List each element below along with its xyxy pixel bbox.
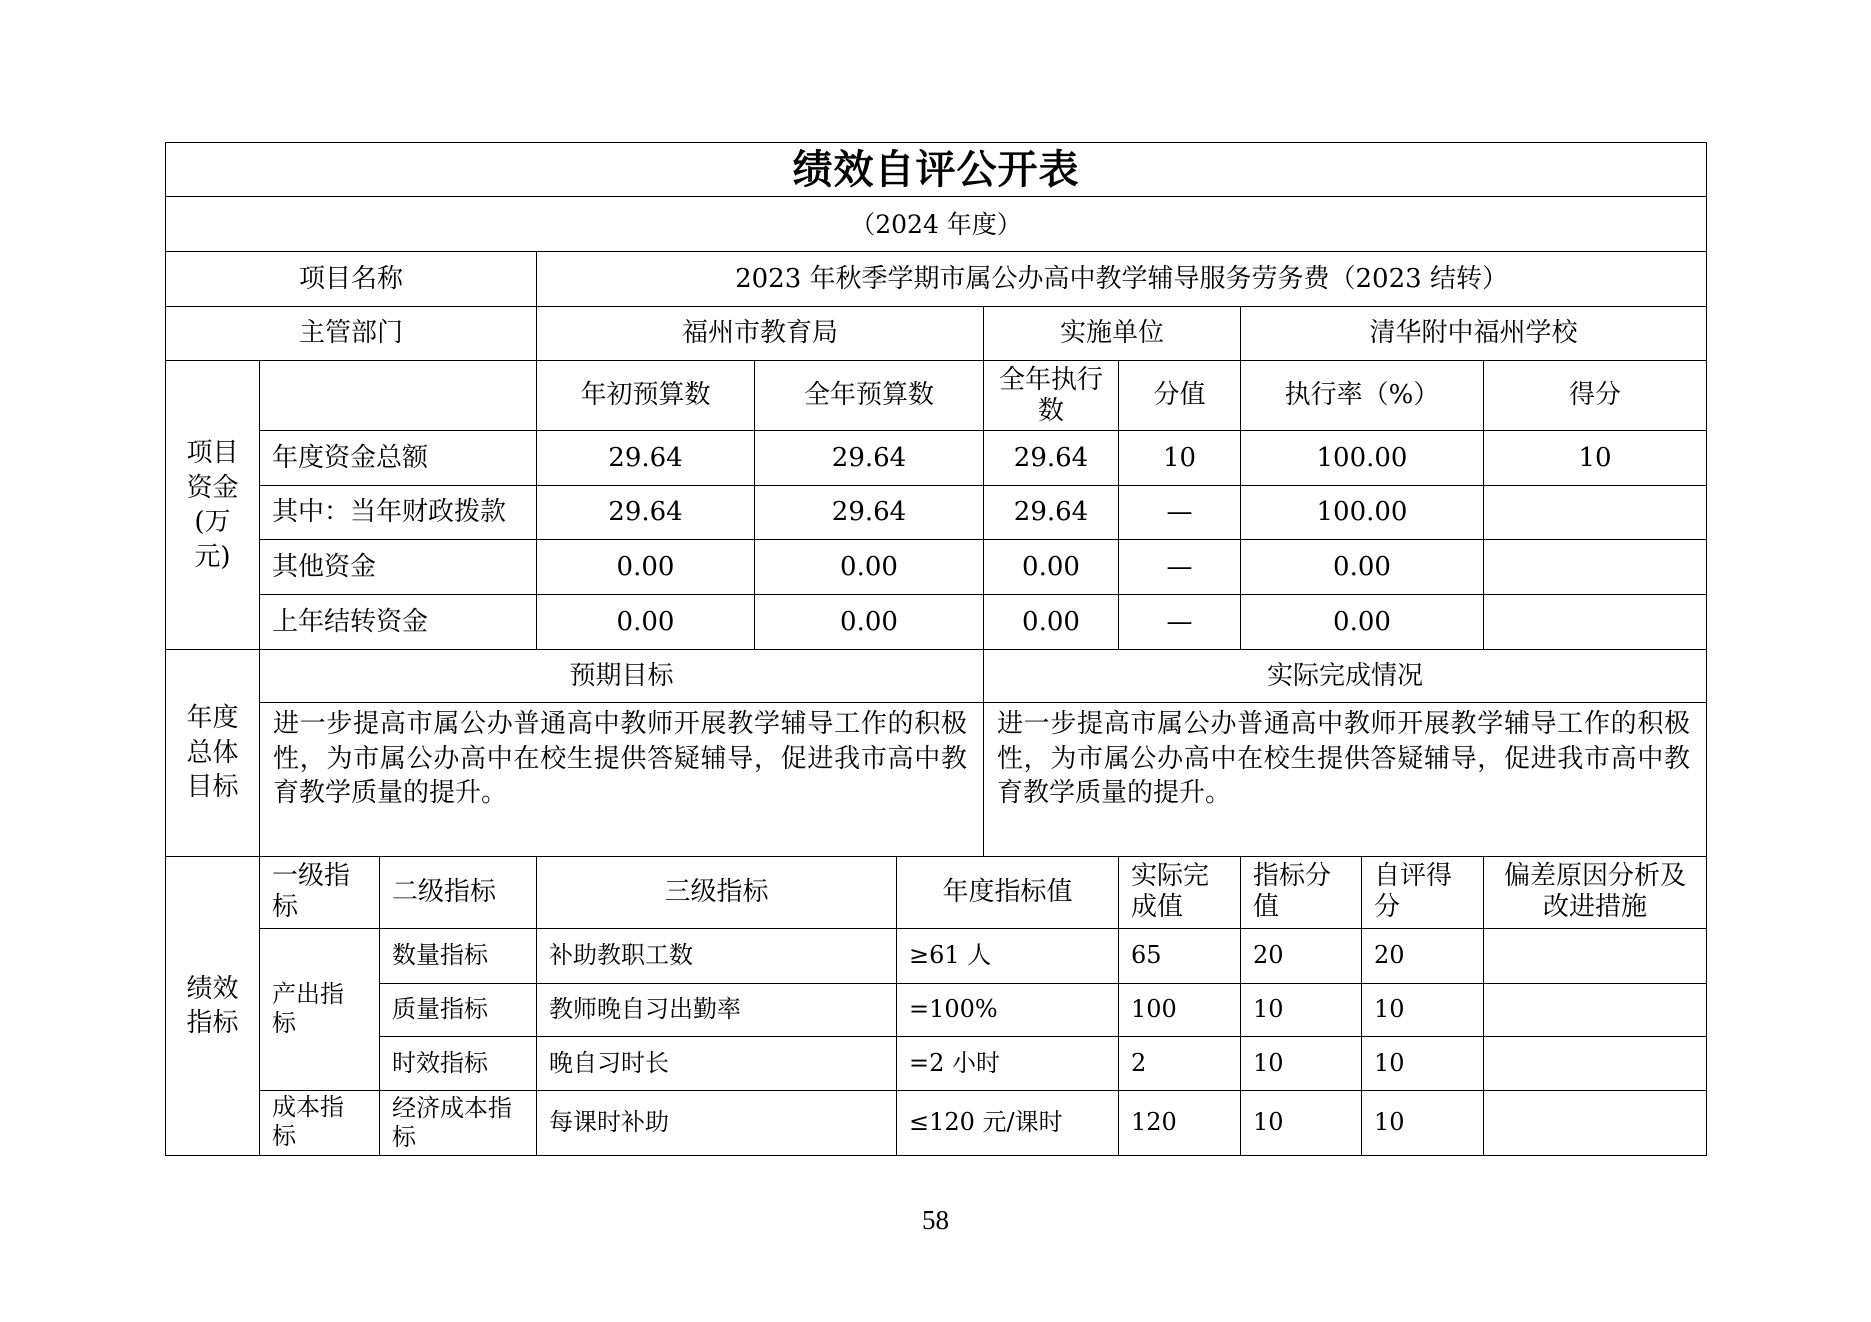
- metric-level2: 数量指标: [380, 929, 537, 984]
- metrics-header-self-score-text: 自评得分: [1374, 860, 1453, 922]
- metrics-header-weight-text: 指标分值: [1253, 860, 1332, 922]
- metrics-header-deviation: [1484, 857, 1707, 929]
- funds-header-rate: 执行率（%）: [1241, 361, 1484, 431]
- funds-executed: 29.64: [984, 486, 1119, 540]
- metrics-section-label-text: 绩效指标: [186, 973, 239, 1039]
- funds-rate: 100.00: [1241, 486, 1484, 540]
- funds-header-executed: 全年执行数: [984, 361, 1119, 431]
- funds-row: [166, 431, 1707, 486]
- metric-self-score: 10: [1362, 1037, 1484, 1091]
- metric-weight: 10: [1241, 1037, 1362, 1091]
- goals-section-label-text: 年度总体目标: [186, 703, 239, 803]
- funds-score-value: —: [1119, 595, 1241, 650]
- page-number: 58: [922, 1205, 949, 1235]
- funds-initial: 0.00: [537, 540, 755, 595]
- performance-self-evaluation-table: [165, 142, 1707, 1156]
- metric-level2: 质量指标: [380, 984, 537, 1037]
- metrics-header-target: 年度指标值: [897, 857, 1119, 929]
- funds-header-annual: 全年预算数: [755, 361, 984, 431]
- funds-annual: 29.64: [755, 431, 984, 486]
- form-title: 绩效自评公开表: [166, 143, 1707, 197]
- department-value: 福州市教育局: [537, 307, 984, 361]
- empty-cell: [1484, 540, 1707, 595]
- funds-header-initial: 年初预算数: [537, 361, 755, 431]
- funds-executed: 0.00: [984, 540, 1119, 595]
- empty-cell: [1484, 984, 1707, 1037]
- metric-weight: 10: [1241, 984, 1362, 1037]
- funds-executed: 29.64: [984, 431, 1119, 486]
- project-name-value: 2023 年秋季学期市属公办高中教学辅导服务劳务费（2023 结转）: [537, 252, 1707, 307]
- metric-level1-text: 产出指标: [272, 979, 344, 1037]
- funds-executed: 0.00: [984, 595, 1119, 650]
- funds-row: [166, 486, 1707, 540]
- funds-section-label: [166, 361, 260, 650]
- funds-initial: 0.00: [537, 595, 755, 650]
- empty-cell: [1484, 486, 1707, 540]
- funds-row-label: 其中：当年财政拨款: [260, 486, 537, 540]
- funds-section-label-text: 项目资金(万元): [186, 438, 239, 572]
- metric-actual: 65: [1119, 929, 1241, 984]
- metric-level2: 时效指标: [380, 1037, 537, 1091]
- metrics-header-actual-text: 实际完成值: [1131, 860, 1210, 922]
- metric-self-score: 20: [1362, 929, 1484, 984]
- funds-score-value: —: [1119, 540, 1241, 595]
- metrics-header-actual: [1119, 857, 1241, 929]
- report-year: （2024 年度）: [166, 197, 1707, 252]
- metric-actual: 120: [1119, 1091, 1241, 1156]
- funds-row: [166, 595, 1707, 650]
- metric-row: [166, 929, 1707, 984]
- funds-row-label: 年度资金总额: [260, 431, 537, 486]
- funds-rate: 100.00: [1241, 431, 1484, 486]
- funds-header-score-value: 分值: [1119, 361, 1241, 431]
- metric-level3: 晚自习时长: [537, 1037, 897, 1091]
- metrics-header-level1-text: 一级指标: [272, 860, 351, 922]
- metrics-header-level2: 二级指标: [380, 857, 537, 929]
- metric-level3: 教师晚自习出勤率: [537, 984, 897, 1037]
- implementing-unit-value: 清华附中福州学校: [1241, 307, 1707, 361]
- metric-target: =2 小时: [897, 1037, 1119, 1091]
- empty-cell: [1484, 1091, 1707, 1156]
- empty-cell: [1484, 1037, 1707, 1091]
- funds-row-label: 上年结转资金: [260, 595, 537, 650]
- actual-completion-header: 实际完成情况: [984, 650, 1707, 703]
- funds-rate: 0.00: [1241, 595, 1484, 650]
- metric-level1-text: 成本指标: [272, 1093, 344, 1151]
- metric-level2: 经济成本指标: [380, 1091, 537, 1156]
- empty-cell: [1484, 595, 1707, 650]
- metrics-section-label: [166, 857, 260, 1156]
- goals-section-label: [166, 650, 260, 857]
- actual-completion-text: 进一步提高市属公办普通高中教师开展教学辅导工作的积极性，为市属公办高中在校生提供答疑辅导，促进我市高中教育教学质量的提升。: [984, 703, 1707, 857]
- funds-score-value: 10: [1119, 431, 1241, 486]
- metrics-header-deviation-text: 偏差原因分析及改进措施: [1504, 860, 1687, 922]
- metric-row: [166, 984, 1707, 1037]
- funds-annual: 0.00: [755, 540, 984, 595]
- metric-row: [166, 1091, 1707, 1156]
- funds-annual: 29.64: [755, 486, 984, 540]
- project-name-label: 项目名称: [166, 252, 537, 307]
- funds-score: 10: [1484, 431, 1707, 486]
- department-label: 主管部门: [166, 307, 537, 361]
- metric-level1: [260, 1091, 380, 1156]
- metric-row: [166, 1037, 1707, 1091]
- metric-weight: 20: [1241, 929, 1362, 984]
- metric-level3: 每课时补助: [537, 1091, 897, 1156]
- metric-self-score: 10: [1362, 984, 1484, 1037]
- metric-actual: 2: [1119, 1037, 1241, 1091]
- funds-rate: 0.00: [1241, 540, 1484, 595]
- metric-weight: 10: [1241, 1091, 1362, 1156]
- metric-actual: 100: [1119, 984, 1241, 1037]
- metrics-header-level3: 三级指标: [537, 857, 897, 929]
- metric-target: ≥61 人: [897, 929, 1119, 984]
- metric-level1: [260, 929, 380, 1091]
- empty-cell: [260, 361, 537, 431]
- funds-row: [166, 540, 1707, 595]
- metric-target: ≤120 元/课时: [897, 1091, 1119, 1156]
- expected-goal-text: 进一步提高市属公办普通高中教师开展教学辅导工作的积极性，为市属公办高中在校生提供答疑辅导，促进我市高中教育教学质量的提升。: [260, 703, 984, 857]
- funds-score-value: —: [1119, 486, 1241, 540]
- funds-header-score: 得分: [1484, 361, 1707, 431]
- metrics-header-level1: [260, 857, 380, 929]
- empty-cell: [1484, 929, 1707, 984]
- expected-goal-header: 预期目标: [260, 650, 984, 703]
- metrics-header-self-score: [1362, 857, 1484, 929]
- funds-initial: 29.64: [537, 486, 755, 540]
- metric-target: =100%: [897, 984, 1119, 1037]
- implementing-unit-label: 实施单位: [984, 307, 1241, 361]
- metric-level3: 补助教职工数: [537, 929, 897, 984]
- metric-self-score: 10: [1362, 1091, 1484, 1156]
- funds-annual: 0.00: [755, 595, 984, 650]
- funds-row-label: 其他资金: [260, 540, 537, 595]
- funds-initial: 29.64: [537, 431, 755, 486]
- metrics-header-weight: [1241, 857, 1362, 929]
